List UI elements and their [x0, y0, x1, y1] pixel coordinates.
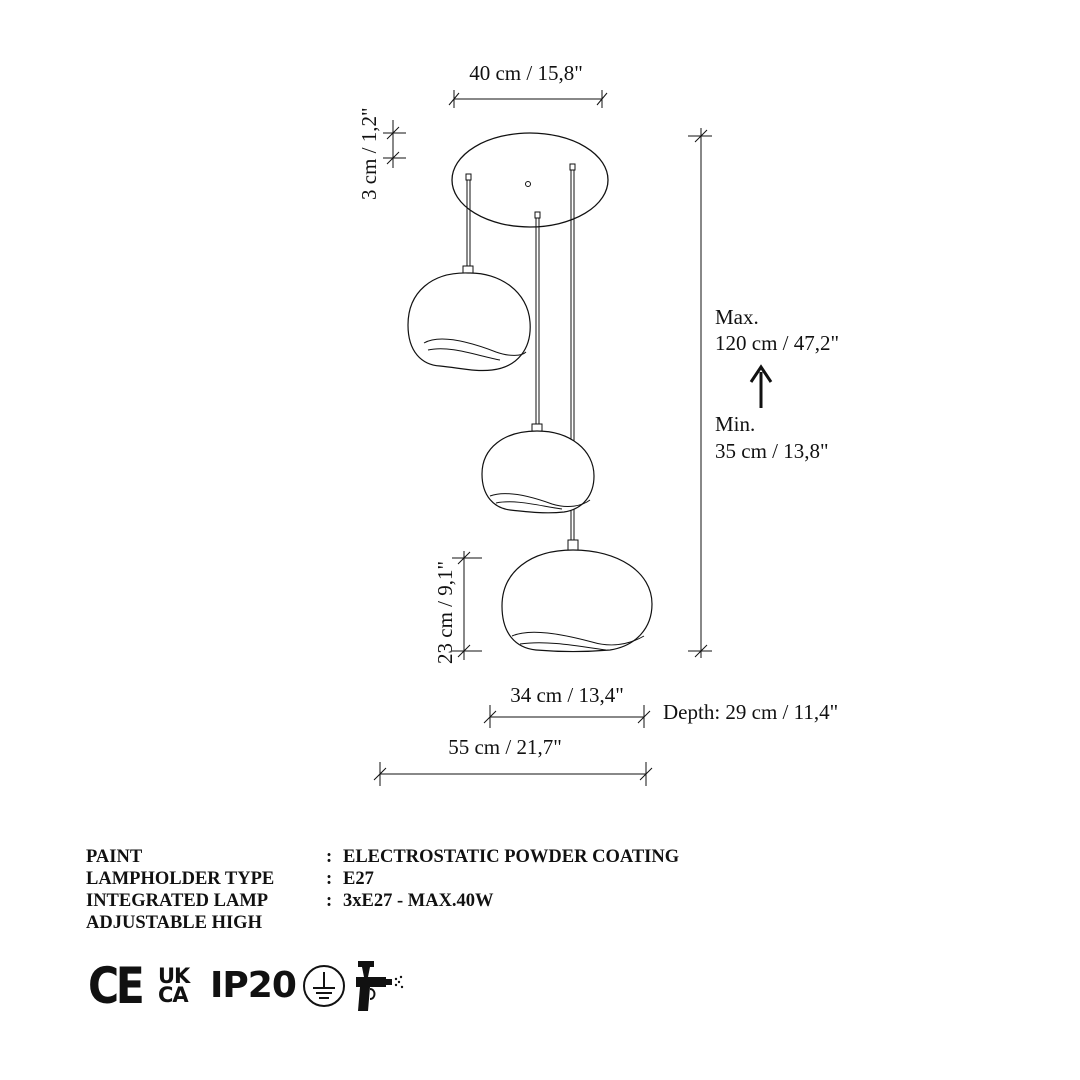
max-label: Max. [715, 305, 759, 329]
canopy-width-label: 40 cm / 15,8" [469, 61, 583, 85]
spec-label: ADJUSTABLE HIGH [86, 913, 262, 933]
specifications-table [86, 846, 679, 934]
shade-height-label: 23 cm / 9,1" [433, 560, 457, 664]
pendant-shade-middle [482, 424, 594, 513]
ce-mark-icon: CE [88, 957, 142, 1015]
total-height-dimension [688, 128, 712, 658]
spec-separator: : [326, 869, 333, 889]
spec-label: INTEGRATED LAMP [86, 891, 269, 911]
canopy-height-label: 3 cm / 1,2" [357, 107, 381, 200]
spec-label: PAINT [86, 847, 143, 867]
pendant-shade-top [408, 266, 530, 371]
spec-row-adjustable-high [86, 912, 679, 934]
shade-width-dimension [484, 683, 650, 728]
total-width-dimension [374, 735, 652, 786]
ip20-rating-icon: IP20 [210, 965, 296, 1006]
ceiling-canopy [452, 133, 608, 227]
certification-marks [88, 956, 404, 1016]
arrow-up-icon [751, 367, 771, 408]
pendant-shade-bottom [502, 540, 652, 652]
total-width-label: 55 cm / 21,7" [448, 735, 562, 759]
spray-gun-icon [352, 959, 404, 1013]
spec-value: E27 [343, 869, 374, 889]
ukca-top: UK [158, 964, 190, 988]
min-label: Min. [715, 412, 756, 436]
spec-row-lampholder [86, 868, 679, 890]
depth-label: Depth: 29 cm / 11,4" [663, 700, 839, 724]
spec-row-integrated-lamp [86, 890, 679, 912]
ukca-mark-icon [158, 964, 204, 1007]
spec-separator: : [326, 847, 333, 867]
spec-value: ELECTROSTATIC POWDER COATING [343, 847, 680, 867]
max-value: 120 cm / 47,2" [715, 331, 840, 355]
canopy-width-dimension [449, 61, 607, 108]
canopy-height-dimension [357, 107, 406, 200]
protective-earth-icon [302, 964, 346, 1008]
spec-value: 3xE27 - MAX.40W [343, 891, 494, 911]
shade-width-label: 34 cm / 13,4" [510, 683, 624, 707]
spec-label: LAMPHOLDER TYPE [86, 869, 275, 889]
spec-row-paint [86, 846, 679, 868]
spec-separator: : [326, 891, 333, 911]
shade-height-dimension [433, 551, 482, 664]
ukca-bottom: CA [158, 983, 188, 1007]
min-value: 35 cm / 13,8" [715, 439, 829, 463]
